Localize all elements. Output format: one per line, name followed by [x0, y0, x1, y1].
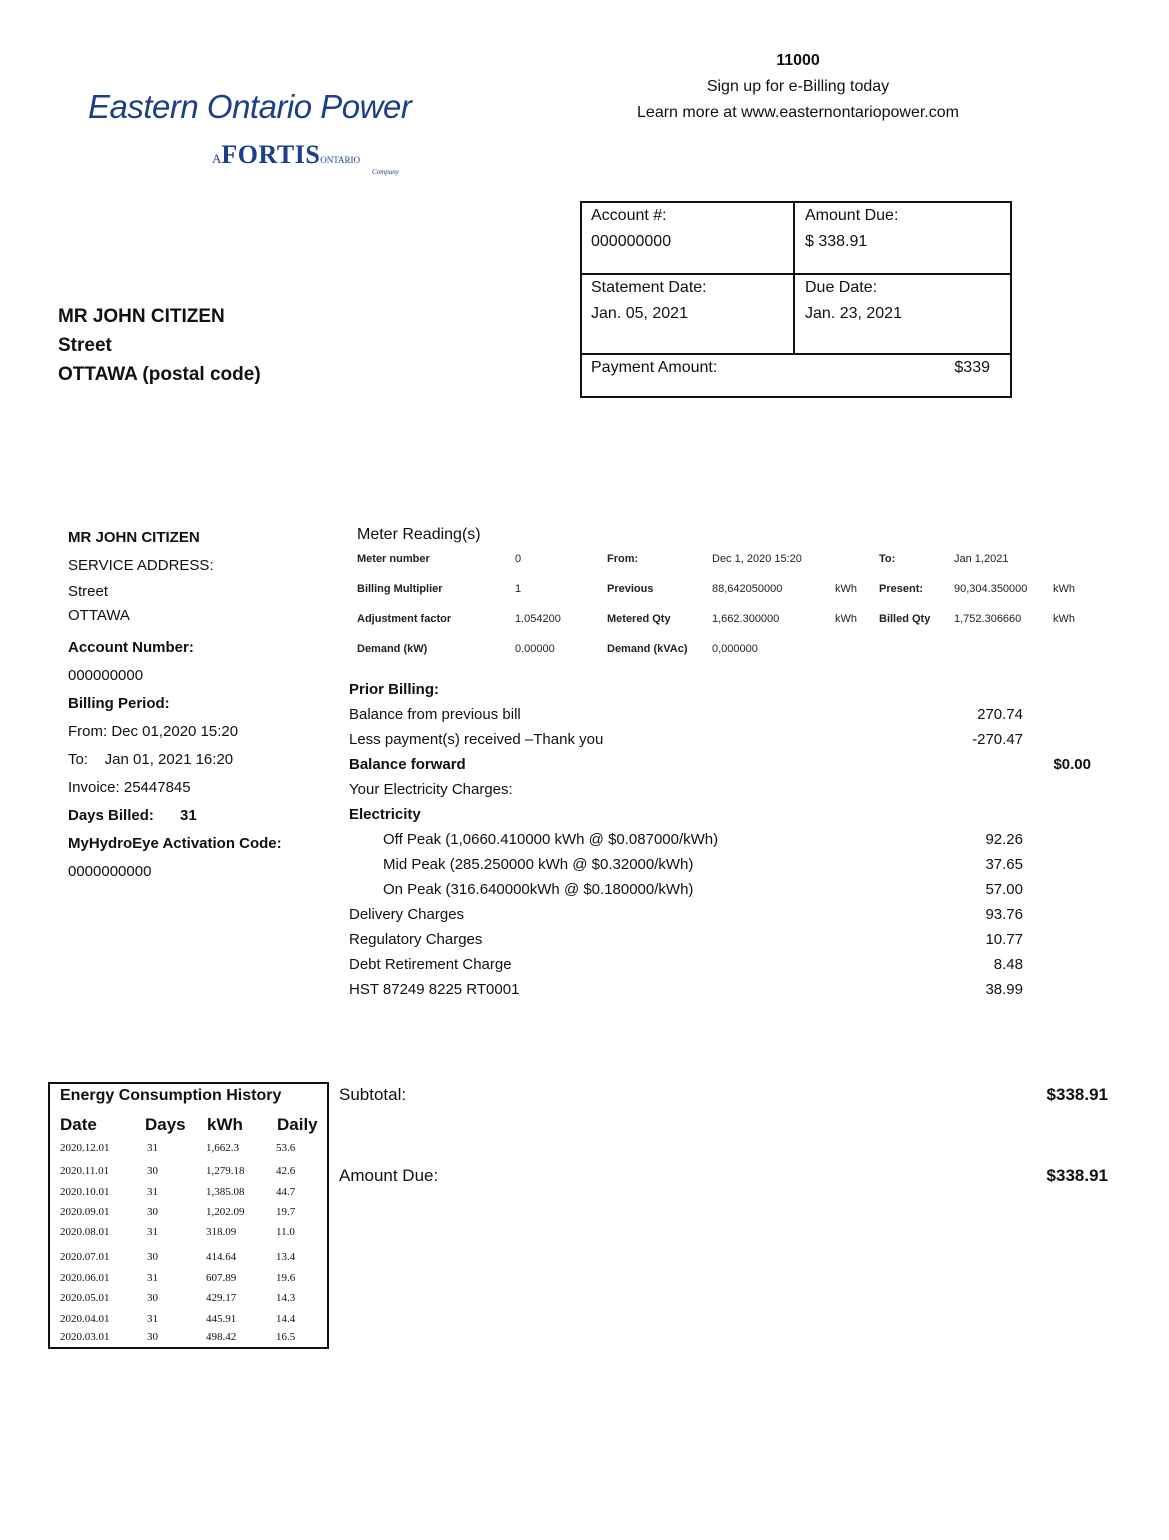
meter-unit: kWh	[1053, 583, 1075, 595]
fortis-logo-region: ONTARIO	[320, 155, 361, 165]
history-kwh: 607.89	[206, 1272, 237, 1284]
history-days: 31	[147, 1272, 158, 1284]
hst-label: HST 87249 8225 RT0001	[349, 981, 520, 998]
history-header-days: Days	[145, 1115, 186, 1134]
history-kwh: 1,662.3	[206, 1142, 239, 1154]
history-row	[50, 1311, 327, 1331]
service-info	[68, 524, 282, 886]
service-name: MR JOHN CITIZEN	[68, 529, 200, 546]
history-days: 31	[147, 1226, 158, 1238]
activation-code: 0000000000	[68, 863, 152, 880]
debt-retirement-label: Debt Retirement Charge	[349, 956, 512, 973]
service-street: Street	[68, 583, 109, 600]
history-title: Energy Consumption History	[60, 1087, 282, 1104]
history-row	[50, 1224, 327, 1244]
due-date-value: Jan. 23, 2021	[805, 305, 902, 322]
mailing-address	[58, 302, 261, 389]
history-days: 30	[147, 1206, 158, 1218]
history-daily: 14.4	[276, 1313, 296, 1325]
meter-label: Demand (kW)	[357, 643, 428, 655]
history-date: 2020.12.01	[60, 1142, 110, 1154]
service-city: OTTAWA	[68, 607, 130, 624]
history-daily: 53.6	[276, 1142, 296, 1154]
electricity-label: Electricity	[349, 806, 421, 823]
meter-value: Dec 1, 2020 15:20	[712, 553, 802, 565]
history-date: 2020.08.01	[60, 1226, 110, 1238]
billing-period-from: From: Dec 01,2020 15:20	[68, 723, 239, 740]
hst-value: 38.99	[985, 981, 1023, 998]
amount-due-label: Amount Due:	[805, 207, 899, 224]
invoice-number: Invoice: 25447845	[68, 779, 191, 796]
meter-unit: kWh	[835, 583, 857, 595]
history-days: 31	[147, 1186, 158, 1198]
history-daily: 42.6	[276, 1165, 296, 1177]
meter-value: 1.054200	[515, 613, 561, 625]
history-date: 2020.11.01	[60, 1165, 110, 1177]
history-kwh: 429.17	[206, 1292, 237, 1304]
meter-readings-title: Meter Reading(s)	[357, 526, 481, 543]
meter-value: 1	[515, 583, 522, 595]
ebilling-text: Sign up for e-Billing today	[706, 78, 890, 95]
on-peak-value: 57.00	[985, 881, 1023, 898]
meter-label: From:	[607, 553, 639, 565]
history-kwh: 318.09	[206, 1226, 237, 1238]
fortis-logo-company: Company	[372, 168, 399, 176]
history-daily: 44.7	[276, 1186, 296, 1198]
consumption-history-table	[48, 1082, 329, 1349]
history-kwh: 498.42	[206, 1331, 237, 1343]
subtotal-label: Subtotal:	[339, 1085, 407, 1104]
meter-label: Demand (kVAc)	[607, 643, 688, 655]
history-header-kwh: kWh	[207, 1115, 243, 1134]
statement-date-label: Statement Date:	[591, 279, 707, 296]
divider	[793, 203, 795, 355]
history-days: 30	[147, 1251, 158, 1263]
meter-value: 1,662.300000	[712, 613, 780, 625]
meter-value: 88,642050000	[712, 583, 783, 595]
debt-retirement-value: 8.48	[993, 956, 1023, 973]
account-summary-box	[580, 201, 1012, 398]
history-daily: 19.7	[276, 1206, 296, 1218]
activation-code-label: MyHydroEye Activation Code:	[68, 835, 282, 852]
header-code: 11000	[776, 52, 820, 69]
history-days: 30	[147, 1292, 158, 1304]
meter-label: Previous	[607, 583, 654, 595]
customer-street: Street	[58, 335, 112, 356]
history-daily: 19.6	[276, 1272, 296, 1284]
statement-date-value: Jan. 05, 2021	[591, 305, 688, 322]
history-date: 2020.06.01	[60, 1272, 110, 1284]
history-row	[50, 1204, 327, 1224]
amount-due-total-value: $338.91	[1046, 1166, 1108, 1185]
on-peak-label: On Peak (316.640000kWh @ $0.180000/kWh)	[383, 881, 694, 898]
history-row	[50, 1290, 327, 1310]
history-date: 2020.07.01	[60, 1251, 110, 1263]
history-kwh: 1,279.18	[206, 1165, 245, 1177]
history-kwh: 414.64	[206, 1251, 237, 1263]
days-billed-label: Days Billed:	[68, 807, 154, 824]
fortis-logo-a: A	[212, 151, 222, 166]
history-row	[50, 1184, 327, 1204]
header-promo	[560, 48, 1036, 126]
balance-previous-value: 270.74	[977, 706, 1023, 723]
fortis-logo	[212, 140, 360, 170]
less-payments-label: Less payment(s) received –Thank you	[349, 731, 604, 748]
history-days: 30	[147, 1165, 158, 1177]
meter-label: Adjustment factor	[357, 613, 452, 625]
less-payments-value: -270.47	[972, 731, 1023, 748]
history-daily: 16.5	[276, 1331, 296, 1343]
subtotal-value: $338.91	[1046, 1085, 1108, 1104]
meter-value: 0	[515, 553, 522, 565]
history-row	[50, 1249, 327, 1269]
off-peak-label: Off Peak (1,0660.410000 kWh @ $0.087000/kWh)	[383, 831, 719, 848]
amount-due-value: $ 338.91	[805, 233, 868, 250]
meter-label: Meter number	[357, 553, 430, 565]
history-kwh: 1,202.09	[206, 1206, 245, 1218]
meter-label: Billed Qty	[879, 613, 931, 625]
delivery-value: 93.76	[985, 906, 1023, 923]
meter-label: To:	[879, 553, 896, 565]
prior-billing-label: Prior Billing:	[349, 681, 439, 698]
meter-label: Present:	[879, 583, 924, 595]
history-header-date: Date	[60, 1115, 97, 1134]
account-number-label: Account #:	[591, 207, 667, 224]
history-daily: 13.4	[276, 1251, 296, 1263]
regulatory-value: 10.77	[985, 931, 1023, 948]
payment-amount-value: $339	[954, 359, 990, 376]
balance-previous-label: Balance from previous bill	[349, 706, 521, 723]
company-logo-name: Eastern Ontario Power	[88, 88, 412, 125]
history-date: 2020.05.01	[60, 1292, 110, 1304]
customer-name: MR JOHN CITIZEN	[58, 306, 225, 327]
meter-value: 0.00000	[515, 643, 555, 655]
learn-more-link[interactable]: Learn more at www.easternontariopower.com	[637, 104, 959, 121]
history-days: 31	[147, 1142, 158, 1154]
history-kwh: 445.91	[206, 1313, 237, 1325]
history-row	[50, 1140, 327, 1160]
history-days: 30	[147, 1331, 158, 1343]
mid-peak-label: Mid Peak (285.250000 kWh @ $0.32000/kWh)	[383, 856, 694, 873]
days-billed-value: 31	[180, 807, 197, 824]
charges-section	[349, 678, 1099, 1003]
payment-amount-label: Payment Amount:	[591, 359, 718, 376]
billing-period-label: Billing Period:	[68, 695, 170, 712]
days-billed	[68, 802, 282, 830]
history-date: 2020.04.01	[60, 1313, 110, 1325]
fortis-logo-brand: FORTIS	[221, 140, 321, 169]
balance-forward-label: Balance forward	[349, 756, 466, 773]
amount-due-total-label: Amount Due:	[339, 1166, 439, 1185]
meter-label: Metered Qty	[607, 613, 671, 625]
mid-peak-value: 37.65	[985, 856, 1023, 873]
history-date: 2020.03.01	[60, 1331, 110, 1343]
history-row	[50, 1329, 327, 1349]
meter-value: 0,000000	[712, 643, 758, 655]
meter-value: 90,304.350000	[954, 583, 1028, 595]
account-number-value: 000000000	[591, 233, 672, 250]
history-row	[50, 1270, 327, 1290]
due-date-label: Due Date:	[805, 279, 878, 296]
meter-unit: kWh	[1053, 613, 1075, 625]
delivery-label: Delivery Charges	[349, 906, 465, 923]
history-kwh: 1,385.08	[206, 1186, 245, 1198]
meter-value: Jan 1,2021	[954, 553, 1009, 565]
customer-city: OTTAWA (postal code)	[58, 364, 261, 385]
off-peak-value: 92.26	[985, 831, 1023, 848]
history-daily: 11.0	[276, 1226, 295, 1238]
regulatory-label: Regulatory Charges	[349, 931, 483, 948]
account-number-heading: Account Number:	[68, 639, 194, 656]
account-number: 000000000	[68, 667, 144, 684]
meter-label: Billing Multiplier	[357, 583, 443, 595]
history-header-daily: Daily	[277, 1115, 318, 1134]
meter-value: 1,752.306660	[954, 613, 1022, 625]
meter-unit: kWh	[835, 613, 857, 625]
history-date: 2020.09.01	[60, 1206, 110, 1218]
history-date: 2020.10.01	[60, 1186, 110, 1198]
your-charges-label: Your Electricity Charges:	[349, 781, 513, 798]
history-days: 31	[147, 1313, 158, 1325]
history-daily: 14.3	[276, 1292, 296, 1304]
history-row	[50, 1163, 327, 1183]
service-address-label: SERVICE ADDRESS:	[68, 557, 214, 574]
balance-forward-value: $0.00	[1053, 756, 1091, 773]
billing-period-to: To: Jan 01, 2021 16:20	[68, 751, 234, 768]
